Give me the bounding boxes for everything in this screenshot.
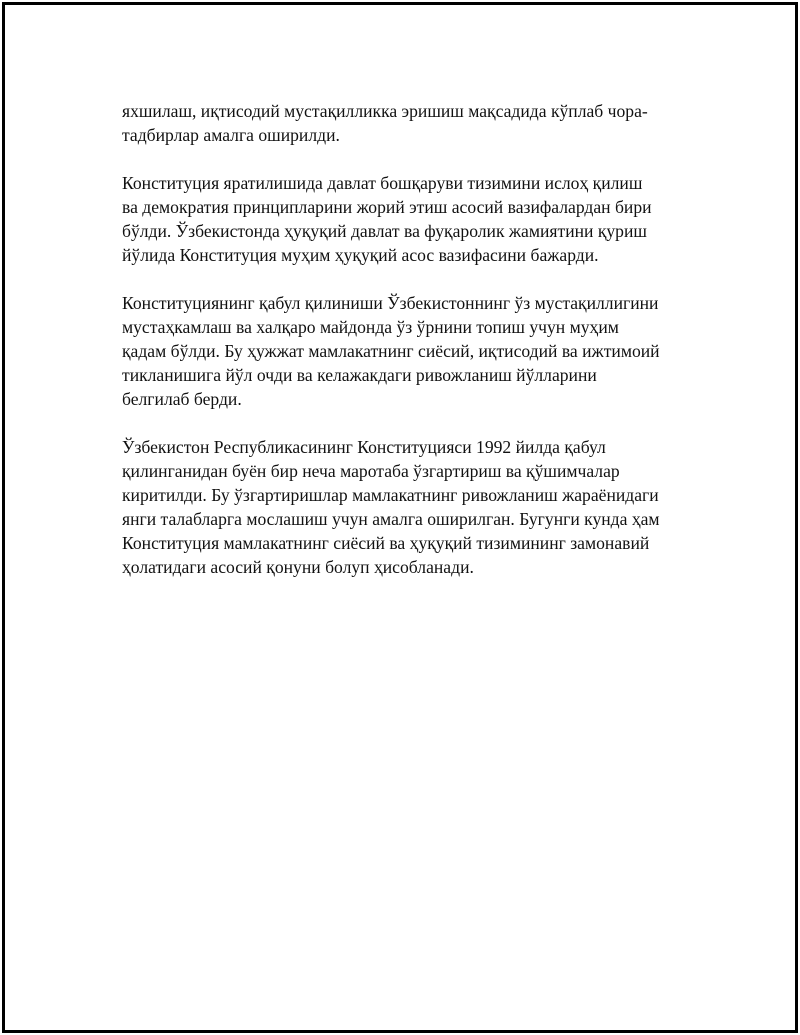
text-line: Конституция мамлакатнинг сиёсий ва ҳуқуқий тизимининг замонавий <box>122 533 650 553</box>
text-line: ва демократия принципларини жорий этиш асосий вазифалардан бири <box>122 197 652 217</box>
document-page <box>2 2 798 1033</box>
text-line: йўлида Конституция муҳим ҳуқуқий асос вазифасини бажарди. <box>122 245 599 265</box>
text-line: Конституциянинг қабул қилиниши Ўзбекистоннинг ўз мустақиллигини <box>122 293 659 313</box>
text-line: ҳолатидаги асосий қонуни болуп ҳисобланади. <box>122 557 474 577</box>
document-body <box>122 99 688 603</box>
text-line: киритилди. Бу ўзгартиришлар мамлакатнинг ривожланиш жараёнидаги <box>122 485 659 505</box>
text-line: белгилаб берди. <box>122 389 242 409</box>
text-line: қадам бўлди. Бу ҳужжат мамлакатнинг сиёсий, иқтисодий ва ижтимоий <box>122 341 660 361</box>
text-line: мустаҳкамлаш ва халқаро майдонда ўз ўрнини топиш учун муҳим <box>122 317 619 337</box>
text-line: яхшилаш, иқтисодий мустақилликка эришиш мақсадида кўплаб чора- <box>122 101 648 121</box>
text-line: Ўзбекистон Республикасининг Конституцияси 1992 йилда қабул <box>122 437 606 457</box>
paragraph-4 <box>122 435 688 579</box>
text-line: тикланишига йўл очди ва келажакдаги ривожланиш йўлларини <box>122 365 597 385</box>
text-line: бўлди. Ўзбекистонда ҳуқуқий давлат ва фуқаролик жамиятини қуриш <box>122 221 647 241</box>
text-line: тадбирлар амалга оширилди. <box>122 125 340 145</box>
text-line: қилинганидан буён бир неча маротаба ўзгартириш ва қўшимчалар <box>122 461 620 481</box>
text-line: Конституция яратилишида давлат бошқаруви тизимини ислоҳ қилиш <box>122 173 643 193</box>
text-line: янги талабларга мослашиш учун амалга оширилган. Бугунги кунда ҳам <box>122 509 660 529</box>
paragraph-1 <box>122 99 688 147</box>
paragraph-3 <box>122 291 688 411</box>
paragraph-2 <box>122 171 688 267</box>
